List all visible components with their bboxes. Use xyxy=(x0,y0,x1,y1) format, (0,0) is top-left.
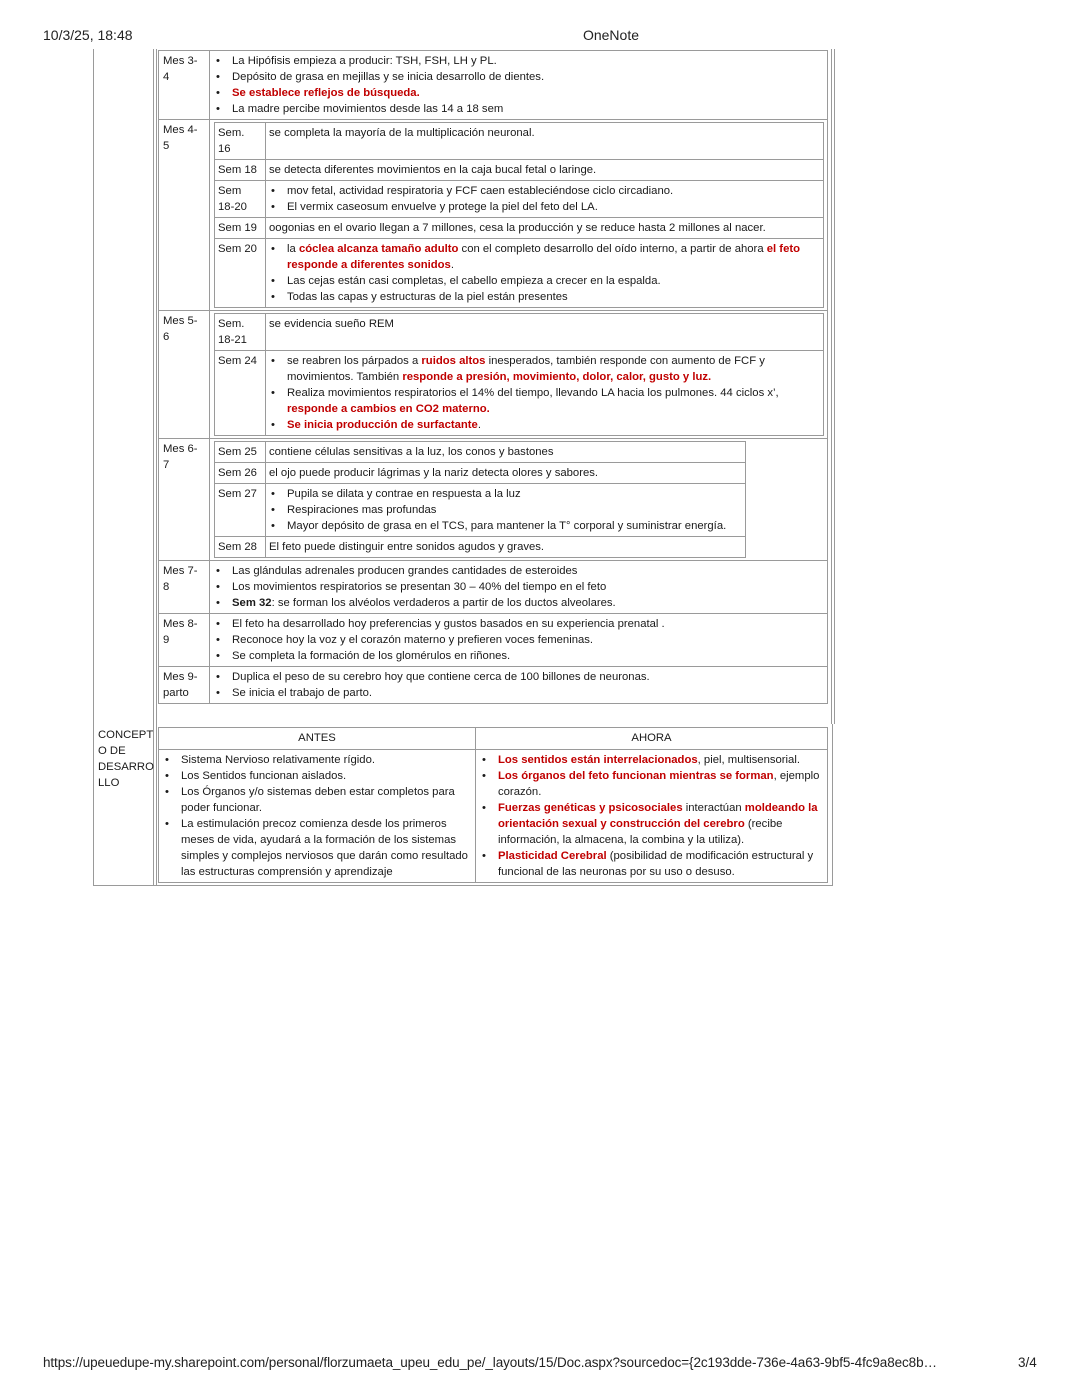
antes-cell xyxy=(159,750,476,883)
bullet-item xyxy=(498,768,823,800)
bullet-item xyxy=(498,800,823,848)
bullet-item: • mov fetal, actividad respiratoria y FCF caen estableciéndose ciclo circadiano. xyxy=(287,183,820,199)
ahora-header: AHORA xyxy=(476,728,828,750)
concept-divider xyxy=(153,724,157,886)
week-label: Sem 26 xyxy=(215,463,266,484)
highlighted-text: Los sentidos están interrelacionados xyxy=(498,754,698,766)
text: se reabren los párpados a xyxy=(287,355,422,367)
concept-label-line: O DE xyxy=(98,745,126,757)
month-content xyxy=(210,439,828,561)
month-row xyxy=(159,667,828,704)
bullet-list xyxy=(214,53,824,117)
text: Todas las capas y estructuras de la piel están presentes xyxy=(287,291,568,303)
weeks-table xyxy=(214,313,824,436)
month-label: Mes 7- 8 xyxy=(159,561,210,614)
text: , piel, multisensorial. xyxy=(697,754,800,766)
bullet-item: • El vermix caseosum envuelve y protege la piel del feto del LA. xyxy=(287,199,820,215)
week-content: se detecta diferentes movimientos en la caja bucal fetal o laringe. xyxy=(266,160,824,181)
week-row xyxy=(215,123,824,160)
week-label: Sem 18-20 xyxy=(215,181,266,218)
text: , ejemplo corazón. xyxy=(498,770,820,798)
text: . xyxy=(477,419,481,431)
concept-label-line: CONCEPT xyxy=(98,729,154,741)
bullet-item xyxy=(287,241,820,273)
weeks-table xyxy=(214,441,746,558)
bullet-item: • Los Sentidos funcionan aislados. xyxy=(181,768,471,784)
week-content xyxy=(266,484,746,537)
bullet-item: • Pupila se dilata y contrae en respuesta a la luz xyxy=(287,486,742,502)
bullet-item xyxy=(232,632,824,648)
highlighted-text: el feto responde a diferentes sonidos xyxy=(287,243,801,271)
bullet-item xyxy=(232,616,824,632)
print-title: OneNote xyxy=(582,27,640,43)
bullet-item: • Sistema Nervioso relativamente rígido. xyxy=(181,752,471,768)
text: Depósito de grasa en mejillas y se inicia desarrollo de dientes. xyxy=(232,71,545,83)
text: Las glándulas adrenales producen grandes cantidades de esteroides xyxy=(232,565,578,577)
highlighted-text: cóclea alcanza tamaño adulto xyxy=(298,243,459,255)
concept-label-line: LLO xyxy=(98,777,120,789)
bullet-item xyxy=(232,101,824,117)
page-number: 3/4 xyxy=(1018,1355,1037,1370)
week-content: contiene células sensitivas a la luz, los conos y bastones xyxy=(266,442,746,463)
ahora-cell xyxy=(476,750,828,883)
ahora-list xyxy=(480,752,823,880)
bullet-item xyxy=(232,53,824,69)
text: con el completo desarrollo del oído interno, a partir de ahora xyxy=(458,243,767,255)
month-row xyxy=(159,311,828,439)
month-content xyxy=(210,311,828,439)
text: interactúan xyxy=(682,802,745,814)
highlighted-text: Se inicia producción de surfactante xyxy=(287,419,478,431)
highlighted-text: Fuerzas genéticas y psicosociales xyxy=(498,802,683,814)
bullet-item xyxy=(287,273,820,289)
bullet-item xyxy=(498,848,823,880)
text: . xyxy=(450,259,454,271)
outer-border-divider xyxy=(153,49,157,724)
week-label: Sem 19 xyxy=(215,218,266,239)
month-label: Mes 5- 6 xyxy=(159,311,210,439)
week-content: El feto puede distinguir entre sonidos agudos y graves. xyxy=(266,537,746,558)
week-label: Sem 24 xyxy=(215,351,266,436)
bullet-item: • La estimulación precoz comienza desde los primeros meses de vida, ayudará a la formación de los sistemas simples y complejos nerviosos que darán como resultado las estructuras comprensión y aprendizaje xyxy=(181,816,471,880)
week-label: Sem 18 xyxy=(215,160,266,181)
bullet-item xyxy=(232,69,824,85)
bullet-item xyxy=(232,595,824,611)
bullet-list xyxy=(214,669,824,701)
text: inesperados, también responde con aumento de FCF y movimientos. También xyxy=(287,355,765,383)
concept-table xyxy=(158,727,828,883)
bullet-item xyxy=(232,669,824,685)
month-content xyxy=(210,614,828,667)
week-row xyxy=(215,239,824,308)
concept-label-line: DESARRO xyxy=(98,761,154,773)
bullet-item xyxy=(232,648,824,664)
text: Los movimientos respiratorios se presentan 30 – 40% del tiempo en el feto xyxy=(232,581,607,593)
bullet-list xyxy=(214,563,824,611)
week-row xyxy=(215,218,824,239)
antes-header: ANTES xyxy=(159,728,476,750)
week-label: Sem. 18-21 xyxy=(215,314,266,351)
week-label: Sem 28 xyxy=(215,537,266,558)
week-label: Sem 27 xyxy=(215,484,266,537)
bullet-list xyxy=(269,353,820,433)
month-row xyxy=(159,439,828,561)
highlighted-text: responde a cambios en CO2 materno. xyxy=(287,403,490,415)
bullet-item xyxy=(287,417,820,433)
bullet-item xyxy=(287,385,820,417)
month-content xyxy=(210,120,828,311)
highlighted-text: responde a presión, movimiento, dolor, calor, gusto y luz. xyxy=(402,371,712,383)
week-row xyxy=(215,181,824,218)
week-row xyxy=(215,484,746,537)
week-content xyxy=(266,181,824,218)
text: Reconoce hoy la voz y el corazón materno y prefieren voces femeninas. xyxy=(232,634,594,646)
month-label: Mes 8- 9 xyxy=(159,614,210,667)
bullet-item xyxy=(232,685,824,701)
month-label: Mes 6- 7 xyxy=(159,439,210,561)
week-row xyxy=(215,442,746,463)
month-content xyxy=(210,561,828,614)
month-label: Mes 9- parto xyxy=(159,667,210,704)
month-row xyxy=(159,120,828,311)
text: Se completa la formación de los glomérulos en riñones. xyxy=(232,650,511,662)
outer-border-left xyxy=(93,49,94,724)
week-row xyxy=(215,537,746,558)
text: Las cejas están casi completas, el cabello empieza a crecer en la espalda. xyxy=(287,275,661,287)
week-label: Sem 20 xyxy=(215,239,266,308)
week-content: el ojo puede producir lágrimas y la nariz detecta olores y sabores. xyxy=(266,463,746,484)
week-row xyxy=(215,463,746,484)
highlighted-text: ruidos altos xyxy=(421,355,486,367)
text: El feto ha desarrollado hoy preferencias y gustos basados en su experiencia prenatal . xyxy=(232,618,665,630)
week-content xyxy=(266,351,824,436)
text: Duplica el peso de su cerebro hoy que contiene cerca de 100 billones de neuronas. xyxy=(232,671,650,683)
bullet-item: • Respiraciones mas profundas xyxy=(287,502,742,518)
month-row xyxy=(159,614,828,667)
text: la xyxy=(287,243,299,255)
bullet-list xyxy=(269,241,820,305)
bullet-item: • Mayor depósito de grasa en el TCS, para mantener la T° corporal y suministrar energía. xyxy=(287,518,742,534)
text: La Hipófisis empieza a producir: TSH, FSH, LH y PL. xyxy=(232,55,497,67)
highlighted-text: Se establece reflejos de búsqueda. xyxy=(232,87,420,99)
highlighted-text: Los órganos del feto funcionan mientras se forman xyxy=(498,770,774,782)
week-row xyxy=(215,314,824,351)
concept-label xyxy=(98,727,152,791)
text: Realiza movimientos respiratorios el 14% del tiempo, llevando LA hacia los pulmones. 44 ciclos x’, xyxy=(287,387,779,399)
week-content: oogonias en el ovario llegan a 7 millones, cesa la producción y se reduce hasta 2 millones al nacer. xyxy=(266,218,824,239)
bullet-item xyxy=(287,353,820,385)
print-url: https://upeuedupe-my.sharepoint.com/personal/florzumaeta_upeu_edu_pe/_layouts/15/Doc.aspx?sourcedoc={2c193dde-736e-4a63-9bf5-4fc9a8ec8b… xyxy=(43,1355,937,1370)
bullet-item xyxy=(232,85,824,101)
week-content: se evidencia sueño REM xyxy=(266,314,824,351)
months-table xyxy=(158,50,828,704)
bullet-list xyxy=(269,183,820,215)
bullet-item xyxy=(232,579,824,595)
month-content xyxy=(210,51,828,120)
text: (posibilidad de modificación estructural y funcional de las neuronas por su uso o desuso. xyxy=(498,850,814,878)
month-label: Mes 4- 5 xyxy=(159,120,210,311)
bullet-item xyxy=(232,563,824,579)
weeks-table xyxy=(214,122,824,308)
text: : se forman los alvéolos verdaderos a partir de los ductos alveolares. xyxy=(271,597,616,609)
bold-text: Sem 32 xyxy=(232,597,272,609)
week-row xyxy=(215,160,824,181)
bullet-item: • Los Órganos y/o sistemas deben estar completos para poder funcionar. xyxy=(181,784,471,816)
bullet-list xyxy=(214,616,824,664)
week-label: Sem 25 xyxy=(215,442,266,463)
month-row xyxy=(159,51,828,120)
bullet-item xyxy=(287,289,820,305)
print-date: 10/3/25, 18:48 xyxy=(43,27,133,43)
highlighted-text: moldeando la orientación sexual y construcción del cerebro xyxy=(498,802,818,830)
week-content xyxy=(266,239,824,308)
week-label: Sem. 16 xyxy=(215,123,266,160)
week-row xyxy=(215,351,824,436)
month-label: Mes 3- 4 xyxy=(159,51,210,120)
outer-border-right xyxy=(831,49,835,724)
month-row xyxy=(159,561,828,614)
text: La madre percibe movimientos desde las 14 a 18 sem xyxy=(232,103,504,115)
bullet-item xyxy=(498,752,823,768)
bullet-list xyxy=(269,486,742,534)
text: Se inicia el trabajo de parto. xyxy=(232,687,373,699)
highlighted-text: Plasticidad Cerebral xyxy=(498,850,607,862)
week-content: se completa la mayoría de la multiplicación neuronal. xyxy=(266,123,824,160)
month-content xyxy=(210,667,828,704)
antes-list xyxy=(163,752,471,880)
text: (recibe información, la almacena, la combina y la utiliza). xyxy=(498,818,783,846)
